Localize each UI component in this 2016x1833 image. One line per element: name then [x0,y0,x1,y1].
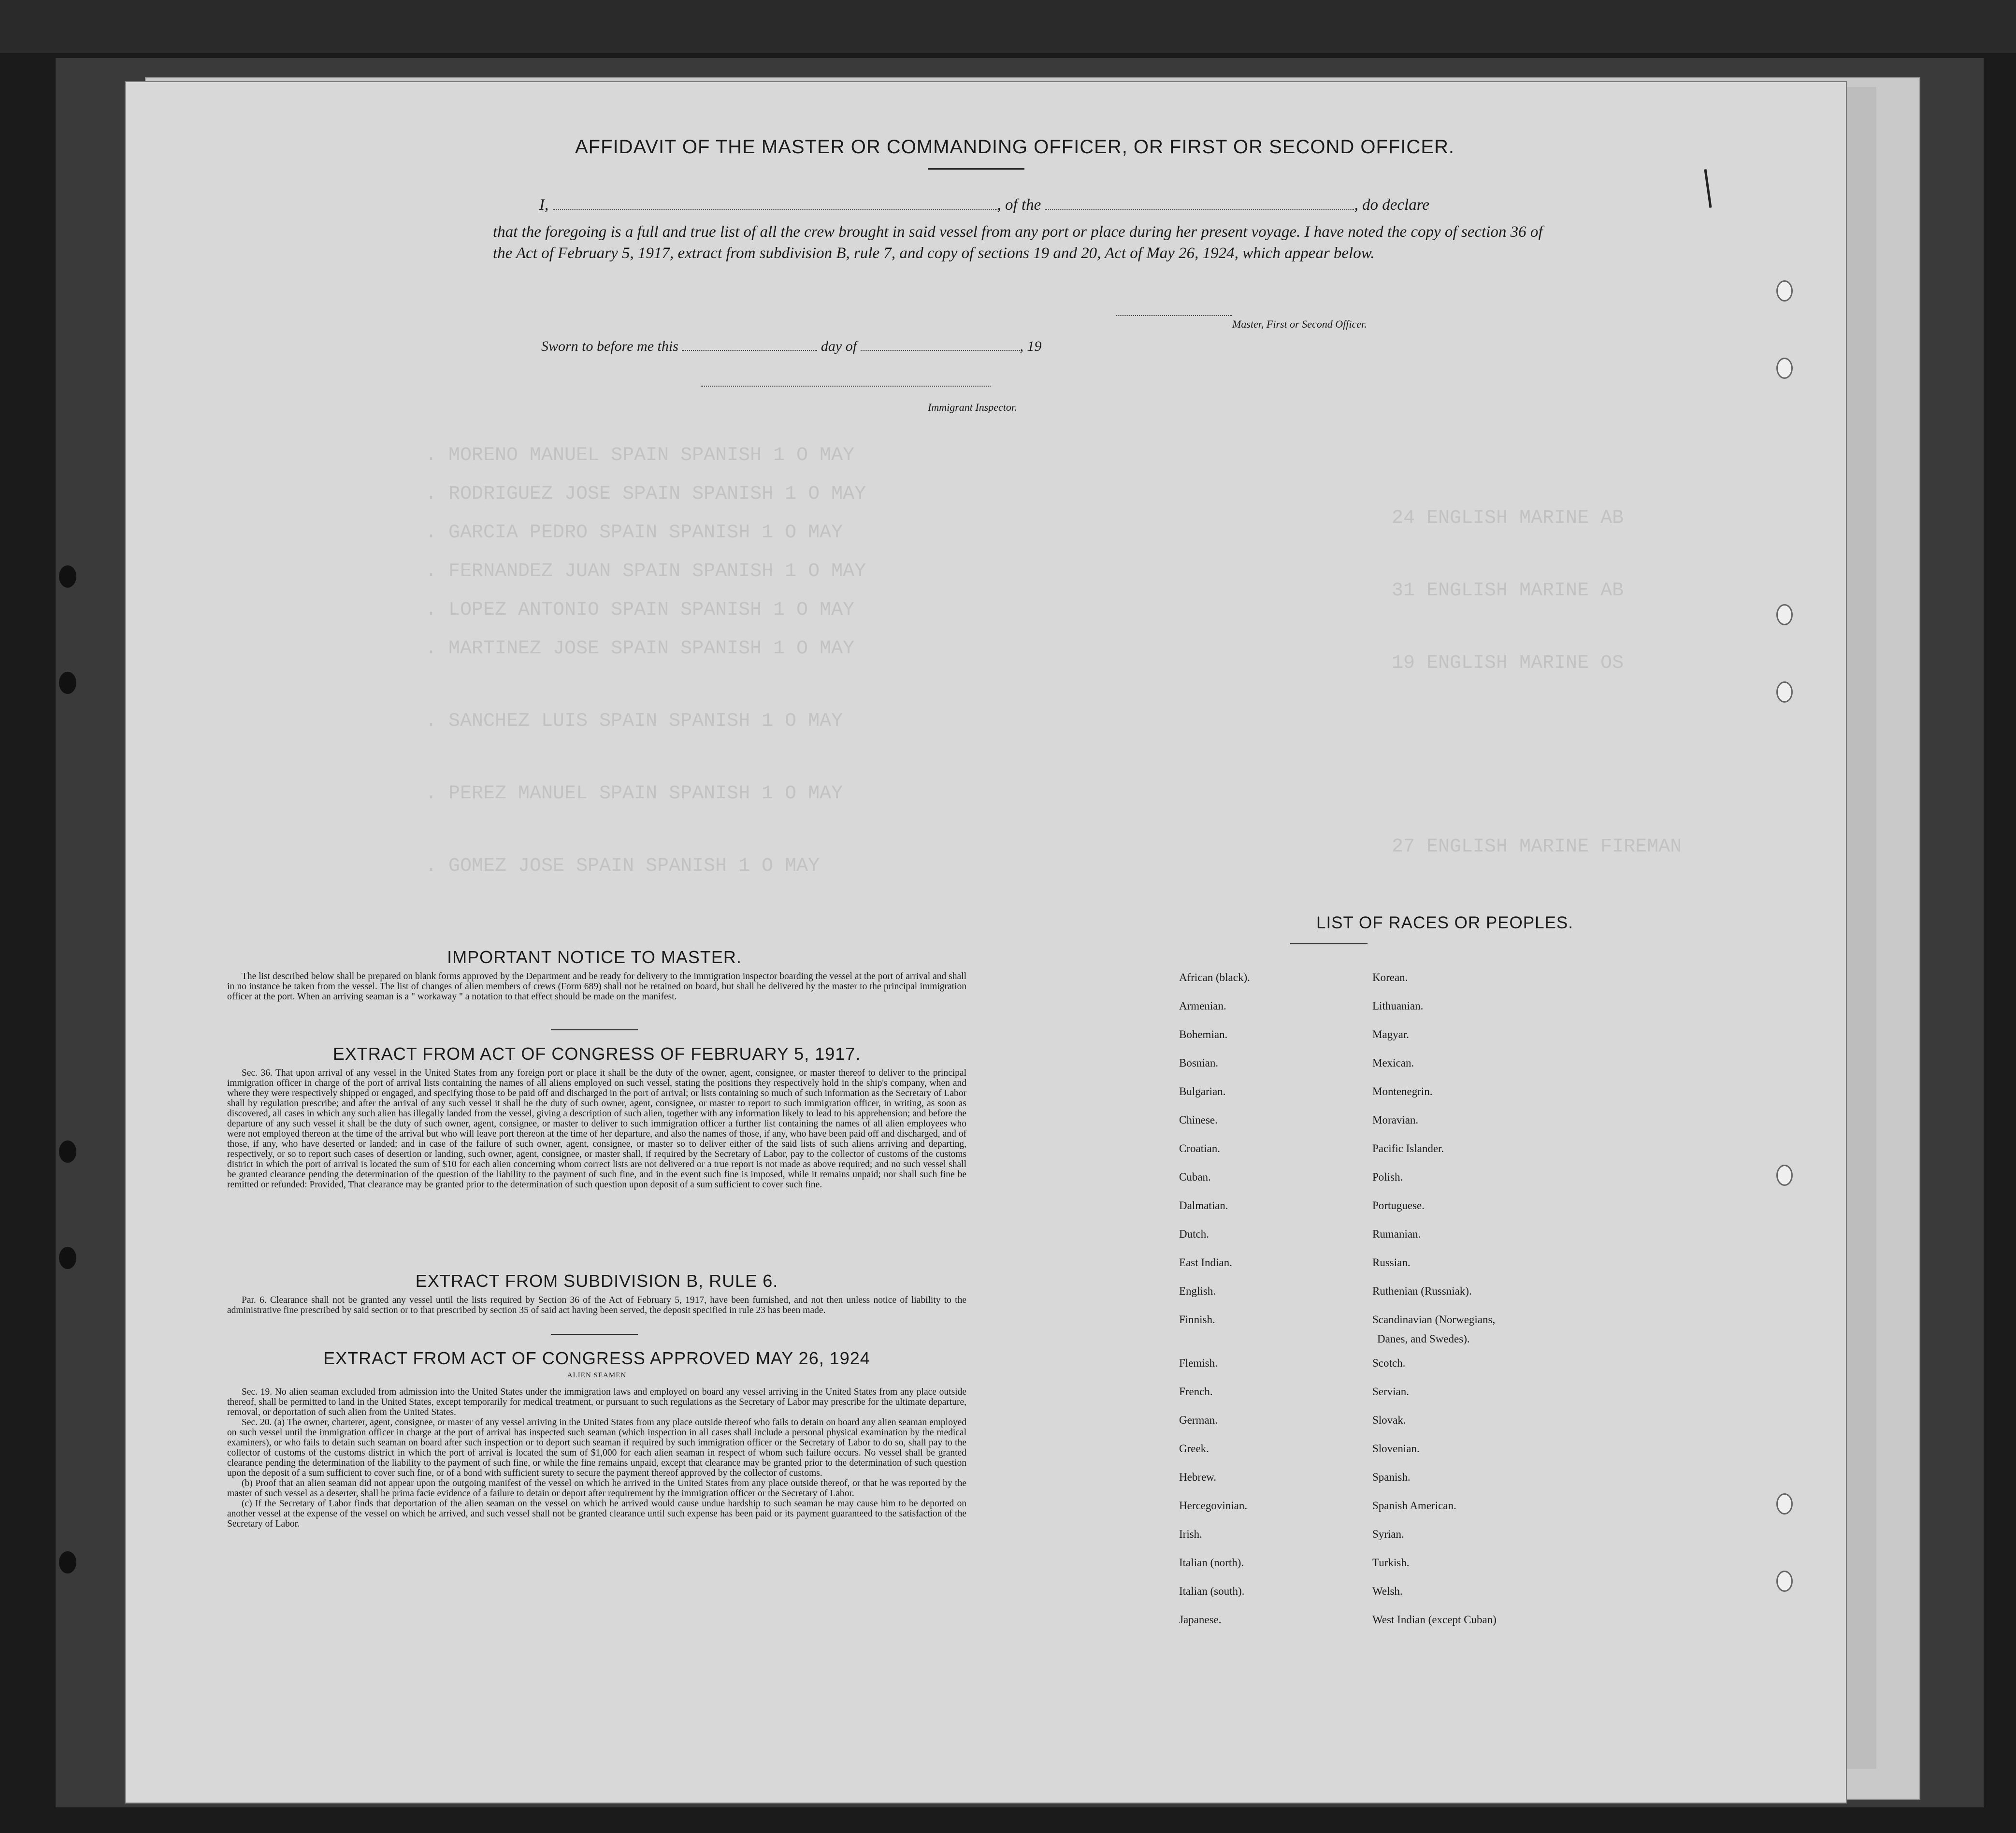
binder-hole [59,1551,76,1573]
binder-hole [59,1247,76,1269]
race-item: African (black). [1179,971,1250,983]
extract-1917-text [227,1068,966,1190]
race-item: Magyar. [1372,1028,1410,1040]
race-item: Danes, and Swedes). [1377,1333,1470,1345]
scanner-frame-top [0,0,2016,53]
race-item: West Indian (except Cuban) [1372,1614,1497,1626]
notice-paragraph: The list described below shall be prepared on blank forms approved by the Department and be ready for delivery to the immigration inspector boarding the vessel at the port of arrival and shall in no instance be taken from the vessel. The list of changes of alien members of crews (Form 689) shall not be retained on board, but shall be delivered by the master to the principal immigration officer at the port. When an arriving seaman is a " workaway " a notation to that effect should be made on the manifest. [227,971,966,1002]
race-item: Flemish. [1179,1357,1218,1369]
extract-1917-paragraph: Sec. 36. That upon arrival of any vessel in the United States from any foreign port or place it shall be the duty of the owner, agent, consignee, or master thereof to deliver to the principal immigration officer in charge of the port of arrival lists containing the names of all aliens employed on such vessel, stating the positions they respectively hold in the ship's company, when and where they were respectively shipped or engaged, and specifying those to be paid off and discharged in the port of arrival; or lists containing so much of such information as the Secretary of Labor shall by regulation prescribe; and after the arrival of any such vessel it shall be the duty of such owner, agent, consignee, or master to report to such immigration officer, in writing, as soon as discovered, all cases in which any such alien has illegally landed from the vessel, giving a description of such alien, together with any information likely to lead to his apprehension; and before the departure of any such vessel it shall be the duty of such owner, agent, consignee, or master to deliver to such immigration officer a further list containing the names of all alien employees who were not employed thereon at the time of the arrival but who will leave port thereon at the time of her departure, and also the names of those, if any, who have been paid off and discharged, and of those, if any, who have deserted or landed; and in case of the failure of such owner, agent, consignee, or master so to deliver either of the said lists of such aliens arriving and departing, respectively, or so to report such cases of desertion or landing, such owner, agent, consignee, or master shall, if required by the Secretary of Labor, pay to the collector of customs of the customs district in which the port of arrival is located the sum of $10 for each alien concerning whom correct lists are not delivered or a true report is not made as above required; and no such vessel shall be granted clearance pending the determination of the question of the liability to the payment of such fine, and in the event such fine is imposed, while it remains unpaid; nor shall such fine be remitted or refunded: Provided, That clearance may be granted prior to the determination of such question upon deposit of a sum sufficient to cover such fine. [227,1068,966,1190]
pen-mark [1704,169,1712,208]
race-item: Montenegrin. [1372,1085,1433,1097]
vessel-blank[interactable] [1045,209,1354,210]
binder-hole [1776,1571,1793,1592]
race-item: Syrian. [1372,1528,1404,1540]
extract-rule6-text [227,1295,966,1315]
section-rule [551,1334,638,1335]
of-the-label: , of the [997,196,1041,214]
sec19-paragraph: Sec. 19. No alien seaman excluded from admission into the United States under the immigration laws and employed on board any vessel arriving in the United States from any place outside thereof, shall be permitted to land in the United States, except temporarily for medical treatment, or pursuant to such regulations as the Secretary of Labor may prescribe for the ultimate departure, removal, or deportation of such alien from the United States. [227,1387,966,1417]
extract-rule6-paragraph: Par. 6. Clearance shall not be granted any vessel until the lists required by Section 36 of the Act of February 5, 1917, have been furnished, and not then unless notice of liability to the administrative fine prescribed by said section or to that prescribed by section 35 of said act having been served, the deposit specified in rule 23 has been made. [227,1295,966,1315]
extract-1924-text [227,1387,966,1529]
sworn-day-label: day of [821,338,857,354]
race-item: Japanese. [1179,1614,1222,1626]
declare-label: , do declare [1354,196,1429,214]
race-item: Slovenian. [1372,1443,1420,1455]
race-item: Hercegovinian. [1179,1500,1248,1512]
race-item: Greek. [1179,1443,1209,1455]
name-blank[interactable] [553,209,997,210]
declaration-line-1 [539,196,1544,214]
extract-rule6-title: EXTRACT FROM SUBDIVISION B, RULE 6. [415,1271,778,1291]
race-item: Portuguese. [1372,1199,1425,1212]
race-item: Spanish. [1372,1471,1411,1483]
race-item: Mexican. [1372,1057,1414,1069]
race-item: Italian (south). [1179,1585,1245,1597]
race-item: German. [1179,1414,1218,1426]
race-item: French. [1179,1386,1213,1398]
race-item: Italian (north). [1179,1557,1244,1569]
race-item: Hebrew. [1179,1471,1217,1483]
binder-hole [1776,358,1793,379]
declaration-text: that the foregoing is a full and true list of all the crew brought in said vessel from any port or place during her present voyage. I have noted the copy of section 36 of the Act of February 5, 1917, extract from subdivision B, rule 7, and copy of sections 19 and 20, Act of May 26, 1924, which appear below. [493,223,1543,262]
race-item: Irish. [1179,1528,1202,1540]
sworn-month-blank[interactable] [861,350,1020,351]
race-item: Dalmatian. [1179,1199,1228,1212]
binder-hole [59,565,76,588]
sec20c-paragraph: (c) If the Secretary of Labor finds that deportation of the alien seaman on the vessel on which he arrived would cause undue hardship to such seaman he may cause him to be deported on another vessel at the expense of the vessel on which he arrived, and such vessel shall not be granted clearance until such expense has been paid or its payment guaranteed to the satisfaction of the Secretary of Labor. [227,1499,966,1529]
sworn-year-label: , 19 [1020,338,1042,354]
race-item: English. [1179,1285,1216,1297]
race-item: Turkish. [1372,1557,1410,1569]
race-item: Russian. [1372,1256,1411,1269]
race-item: Polish. [1372,1171,1403,1183]
race-item: Cuban. [1179,1171,1211,1183]
inspector-label: Immigrant Inspector. [928,401,1017,413]
master-label: Master, First or Second Officer. [1232,318,1367,330]
binder-hole [1776,1165,1793,1186]
race-item: Slovak. [1372,1414,1406,1426]
binder-hole [59,1140,76,1163]
binder-hole [1776,604,1793,625]
race-item: East Indian. [1179,1256,1232,1269]
race-item: Scotch. [1372,1357,1406,1369]
binder-hole [1776,280,1793,302]
section-rule [551,1029,638,1030]
sworn-day-blank[interactable] [682,350,817,351]
sworn-prefix: Sworn to before me this [541,338,678,354]
race-item: Rumanian. [1372,1228,1421,1240]
extract-1924-title: EXTRACT FROM ACT OF CONGRESS APPROVED MAY 26, 1924 [323,1348,870,1368]
race-item: Armenian. [1179,1000,1226,1012]
race-item: Lithuanian. [1372,1000,1424,1012]
race-item: Ruthenian (Russniak). [1372,1285,1472,1297]
race-item: Finnish. [1179,1313,1215,1326]
race-item: Welsh. [1372,1585,1403,1597]
race-item: Chinese. [1179,1114,1218,1126]
sworn-line [541,338,1218,355]
inspector-signature-line[interactable] [701,386,991,387]
race-item: Scandinavian (Norwegians, [1372,1313,1496,1326]
binder-hole [59,672,76,694]
race-item: Servian. [1372,1386,1410,1398]
race-item: Croatian. [1179,1142,1220,1155]
notice-title: IMPORTANT NOTICE TO MASTER. [447,947,742,967]
race-item: Bulgarian. [1179,1085,1226,1097]
affidavit-title: AFFIDAVIT OF THE MASTER OR COMMANDING OFFICER, OR FIRST OR SECOND OFFICER. [575,136,1454,158]
race-item: Moravian. [1372,1114,1419,1126]
i-label: I, [539,196,549,214]
extract-1917-title: EXTRACT FROM ACT OF CONGRESS OF FEBRUARY 5, 1917. [332,1044,861,1064]
race-item: Korean. [1372,971,1408,983]
extract-1924-subtitle: ALIEN SEAMEN [567,1371,627,1379]
master-signature-line[interactable] [1116,315,1232,316]
notice-text [227,971,966,1002]
race-item: Dutch. [1179,1228,1209,1240]
sec20b-paragraph: (b) Proof that an alien seaman did not appear upon the outgoing manifest of the vessel on which he arrived in the United States from any place outside thereof, or that he was reported by the master of such vessel as a deserter, shall be prima facie evidence of a failure to detain or deport after requirement by the immigration officer or the Secretary of Labor. [227,1478,966,1499]
races-title: LIST OF RACES OR PEOPLES. [1316,913,1573,932]
document-page: . MORENO MANUEL SPAIN SPANISH 1 O MAY . RODRIGUEZ JOSE SPAIN SPANISH 1 O MAY . GARCIA PEDRO SPAIN SPANISH 1 O MAY . FERNANDEZ JUAN SPAIN SPANISH 1 O MAY . LOPEZ ANTONIO SPAIN SPANISH 1 O MAY . MARTINEZ JOSE SPAIN SPANISH 1 O MAY . SANCHEZ LUIS SPAIN SPANISH 1 O MAY . PEREZ MANUEL SPAIN SPANISH 1 O MAY . GOMEZ JOSE SPAIN SPANISH 1 O MAY 24 ENGLISH MARINE AB 31 ENGLISH MARINE AB 19 ENGLISH MARINE OS 27 ENGLISH MARINE FIREMAN AFFIDAVIT OF THE MASTER OR COMMANDING OFFICER, OR FIRST OR SECOND OFFICER. I, , of the , do declare that the foregoing is a full and true list of all the crew brought in said vessel from any port or place during her present voyage. I have noted the copy of section 36 of the Act of February 5, 1917, extract from subdivision B, rule 7, and copy of sections 19 and 20, Act of May 26, 1924, which appear below. Master, First or Second Officer. Sworn to before me this day of , 19 Immigrant Inspector. IMPORTANT NOTICE TO MASTER. The list described below shall be prepared on blank forms approved by the Department and be ready for delivery to the immigration inspector boarding the vessel at the port of arrival and shall in no instance be taken from the vessel. The list of changes of alien members of crews (Form 689) shall not be retained on board, but shall be delivered by the master to the principal immigration officer at the port. When an arriving seaman is a " workaway " a notation to that effect should be made on the manifest. EXTRACT FROM ACT OF CONGRESS OF FEBRUARY 5, 1917. Sec. 36. That upon arrival of any vessel in the United States from any foreign port or place it shall be the duty of the owner, agent, consignee, or master thereof to deliver to the principal immigration officer in charge of the port of arrival lists containing the names of all aliens employed on such vessel, stating the positions they respectively hold in the ship's company, when and where they were respectively shipped or engaged, and specifying those to be paid off and discharged in the port of arrival; or lists containing so much of such information as the Secretary of Labor shall by regulation prescribe; and after the arrival of any such vessel it shall be the duty of such owner, agent, consignee, or master to report to such immigration officer, in writing, as soon as discovered, all cases in which any such alien has illegally landed from the vessel, giving a description of such alien, together with any information likely to lead to his apprehension; and before the departure of any such vessel it shall be the duty of such owner, agent, consignee, or master to deliver to such immigration officer a further list containing the names of all alien employees who were not employed thereon at the time of the arrival but who will leave port thereon at the time of her departure, and also the names of those, if any, who have been paid off and discharged, and of those, if any, who have deserted or landed; and in case of the failure of such owner, agent, consignee, or master so to deliver either of the said lists of such aliens arriving and departing, respectively, or so to report such cases of desertion or landing, such owner, agent, consignee, or master shall, if required by the Secretary of Labor, pay to the collector of customs of the customs district in which the port of arrival is located the sum of $10 for each alien concerning whom correct lists are not delivered or a true report is not made as above required; and no such vessel shall be granted clearance pending the determination of the question of the liability to the payment of such fine, and in the event such fine is imposed, while it remains unpaid; nor shall such fine be remitted or refunded: Provided, That clearance may be granted prior to the determination of such question upon deposit of a sum sufficient to cover such fine. EXTRACT FROM SUBDIVISION B, RULE 6. Par. 6. Clearance shall not be granted any vessel until the lists required by Section 36 of the Act of February 5, 1917, have been furnished, and not then unless notice of liability to the administrative fine prescribed by said section or to that prescribed by section 35 of said act having been served, the deposit specified in rule 23 has been made. EXTRACT FROM ACT OF CONGRESS APPROVED MAY 26, 1924 ALIEN SEAMEN Sec. 19. No alien seaman excluded from admission into the United States under the immigration laws and employed on board any vessel arriving in the United States from any place outside thereof, shall be permitted to land in the United States, except temporarily for medical treatment, or pursuant to such regulations as the Secretary of Labor may prescribe for the ultimate departure, removal, or deportation of such alien from the United States. Sec. 20. (a) The owner, charterer, agent, consignee, or master of any vessel arriving in the United States from any place outside thereof who fails to detain on board any alien seaman employed on such vessel until the immigration officer in charge at the port of arrival has inspected such seaman (which inspection in all cases shall include a personal physical examination by the medical examiners), or who fails to detain such seaman on board after such inspection or to deport such seaman if required by such immigration officer or the Secretary of Labor to do so, shall pay to the collector of customs of the customs district in which the port of arrival is located the sum of $1,000 for each alien seaman in respect of whom such failure occurs. No vessel shall be granted clearance pending the determination of the liability to the payment of such fine, or while the fine remains unpaid, except that clearance may be granted prior to the determination of such question upon the deposit of a sum sufficient to cover such fine, or of a bond with sufficient surety to secure the payment thereof approved by the collector of customs. (b) Proof that an alien seaman did not appear upon the outgoing manifest of the vessel on which he arrived in the United States from any place outside thereof, or that he was reported by the master of such vessel as a deserter, shall be prima facie evidence of a failure to detain or deport after requirement by the immigration officer or the Secretary of Labor. (c) If the Secretary of Labor finds that deportation of the alien seaman on the vessel on which he arrived would cause undue hardship to such seaman he may cause him to be deported on another vessel at the expense of the vessel on which he arrived, and such vessel shall not be granted clearance until such expense has been paid or its payment guaranteed to the satisfaction of the Secretary of Labor. LIST OF RACES OR PEOPLES. Danes, and Swedes). African (black). Armenian. Bohemian. Bosnian. Bulgarian. Chinese. Croatian. Cuban. Dalmatian. Dutch. East Indian. English. Finnish. Flemish. French. German. Greek. Hebrew. Hercegovinian. Irish. Italian (north). Italian (south). Japanese. Korean. Lithuanian. Magyar. Mexican. Montenegrin. Moravian. Pacific Islander. Polish. Portuguese. Rumanian. Russian. Ruthenian (Russniak). Scandinavian (Norwegians, Scotch. Servian. Slovak. Slovenian. Spanish. Spanish American. Syrian. Turkish. Welsh. West Indian (except Cuban) [126,82,1846,1803]
race-item: Bohemian. [1179,1028,1228,1040]
binder-hole [1776,1493,1793,1515]
title-rule [928,168,1024,170]
binder-hole [1776,681,1793,703]
race-item: Spanish American. [1372,1500,1456,1512]
sec20a-paragraph: Sec. 20. (a) The owner, charterer, agent, consignee, or master of any vessel arriving in the United States from any place outside thereof who fails to detain on board any alien seaman employed on such vessel until the immigration officer in charge at the port of arrival has inspected such seaman (which inspection in all cases shall include a personal physical examination by the medical examiners), or who fails to detain such seaman on board after such inspection or to deport such seaman if required by such immigration officer or the Secretary of Labor to do so, shall pay to the collector of customs of the customs district in which the port of arrival is located the sum of $1,000 for each alien seaman in respect of whom such failure occurs. No vessel shall be granted clearance pending the determination of the liability to the payment of such fine, or while the fine remains unpaid, except that clearance may be granted prior to the determination of such question upon the deposit of a sum sufficient to cover such fine, or of a bond with sufficient surety to secure the payment thereof approved by the collector of customs. [227,1417,966,1478]
race-item: Pacific Islander. [1372,1142,1444,1155]
races-rule [1290,943,1368,944]
race-item: Bosnian. [1179,1057,1219,1069]
